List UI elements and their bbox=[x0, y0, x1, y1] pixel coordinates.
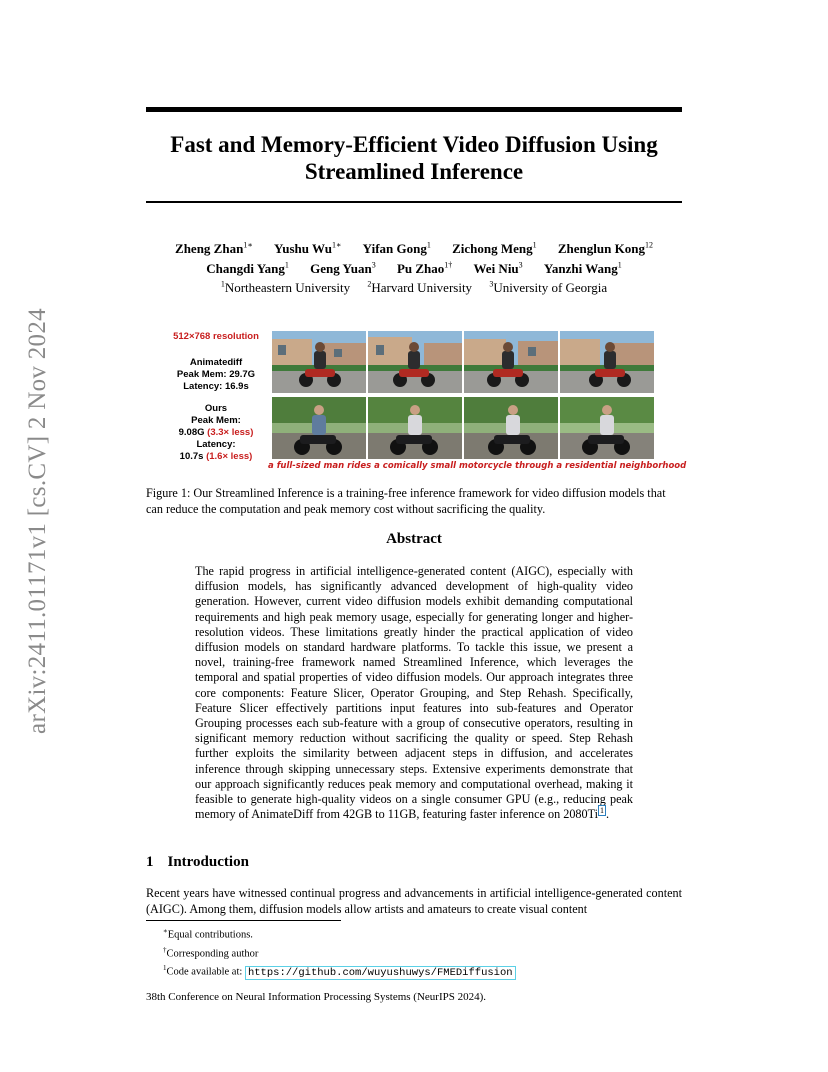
title-rule-top bbox=[146, 107, 682, 112]
authors-line-2 bbox=[146, 257, 682, 276]
baseline-frame-3 bbox=[464, 331, 558, 393]
abstract-heading: Abstract bbox=[386, 531, 442, 547]
author: Zheng Zhan$^{1∗}$ bbox=[175, 241, 253, 257]
baseline-name: Animatediff bbox=[189, 357, 243, 368]
ours-name: Ours bbox=[204, 403, 228, 414]
affiliation: $^2$Harvard University bbox=[367, 279, 473, 295]
section-heading: 1 Introduction bbox=[146, 854, 249, 870]
ours-frame-3 bbox=[464, 397, 558, 459]
baseline-frame-4 bbox=[560, 331, 654, 393]
footnote-link[interactable]: 1 bbox=[600, 806, 605, 816]
author: Zichong Meng$^1$ bbox=[452, 241, 537, 257]
ours-mem-label: Peak Mem: bbox=[191, 415, 241, 426]
author-block bbox=[146, 238, 682, 296]
footnote-corresponding: †Corresponding author bbox=[163, 945, 259, 959]
title-rule-bottom bbox=[146, 201, 682, 203]
arxiv-id[interactable]: arXiv:2411.01171v1 [cs.CV] 2 Nov 2024 bbox=[24, 308, 51, 734]
footnote-code: $^1$Code available at: https://github.com/wuyushuwys/FMEDiffusion bbox=[163, 961, 663, 980]
paper-title bbox=[146, 131, 682, 185]
ours-latency: 10.7s (1.6× less) bbox=[179, 451, 253, 462]
video-frames bbox=[272, 331, 656, 459]
ours-frame-1 bbox=[272, 397, 366, 459]
figure-prompt: a full-sized man rides a comically small motorcycle through a residential neighborhood bbox=[268, 461, 687, 471]
abstract-body: The rapid progress in artificial intelligence-generated content (AIGC), especially with diffusion models, has significantly advanced development of high-quality video generation. However, current video diffusion models exhibit demanding computational requirements and high peak memory usage, especially for generating longer and higher-resolution videos. These limitations greatly hinder the practical application of video diffusion models on standard hardware platforms. To tackle this issue, we present a novel, training-free framework named Streamlined Inference, which leverages the temporal and spatial properties of video diffusion models. Our approach integrates three core components: Feature Slicer, Operator Grouping, and Step Rehash. Specifically, Feature Slicer effectively partitions input features into sub-features and Operator Grouping processes each sub-feature with a group of consecutive operators, resulting in significant memory reduction without sacrificing the quality or speed. Step Rehash further exploits the similarity between adjacent steps in diffusion, and accelerates inference through skipping unnecessary steps. Extensive experiments demonstrate that our approach significantly reduces peak memory and computational overhead, making it feasible to generate high-quality videos on a single consumer GPU (e.g., reducing peak memory of AnimateDiff from 42GB to 11GB, featuring faster inference on 2080Ti $^1$ . bbox=[195, 564, 633, 822]
arxiv-sidebar bbox=[23, 288, 53, 754]
authors-line-1 bbox=[146, 238, 682, 257]
footnote-equal: ∗Equal contributions. bbox=[163, 927, 253, 941]
author: Geng Yuan$^3$ bbox=[310, 260, 376, 276]
ours-frame-4 bbox=[560, 397, 654, 459]
baseline-frame-2 bbox=[368, 331, 462, 393]
author: Yushu $Wu^{1∗}$ bbox=[274, 241, 342, 257]
author: Changdi Yang$^1$ bbox=[206, 260, 289, 276]
baseline-mem: Peak Mem: 29.7G bbox=[176, 369, 256, 380]
baseline-latency: Latency: 16.9s bbox=[183, 381, 249, 392]
resolution-label: 512×768 resolution bbox=[173, 331, 259, 342]
affiliation: $^1$Northeastern University bbox=[220, 279, 351, 295]
author: Yifan Gong$^1$ bbox=[362, 241, 431, 257]
venue-note: 38th Conference on Neural Information Processing Systems (NeurIPS 2024). bbox=[146, 991, 487, 1003]
baseline-frame-1 bbox=[272, 331, 366, 393]
affiliations bbox=[146, 277, 682, 296]
ours-frame-2 bbox=[368, 397, 462, 459]
author: Wei Niu$^3$ bbox=[473, 260, 523, 276]
author: Yanzhi Wang$^1$ bbox=[543, 260, 622, 276]
author: Zhenglun Kong$^{12}$ bbox=[557, 241, 653, 257]
ours-mem: 9.08G (3.3× less) bbox=[178, 427, 254, 438]
affiliation: $^3$University of Georgia bbox=[489, 279, 608, 295]
title-line-1: Fast and Memory-Efficient Video Diffusion Using bbox=[170, 132, 658, 157]
intro-body: Recent years have witnessed continual progress and advancements in artificial intelligence-generated content (AIGC). Among them, diffusion models allow artists and amateurs to create visual content bbox=[146, 886, 682, 916]
author: Pu Zhao$^{1\dagger}$ bbox=[396, 260, 453, 276]
footnote-rule bbox=[146, 920, 341, 921]
code-url-link[interactable]: https://github.com/wuyushuwys/FMEDiffusion bbox=[245, 966, 516, 980]
ours-latency-label: Latency: bbox=[196, 439, 236, 450]
title-line-2: Streamlined Inference bbox=[304, 159, 524, 184]
footnotes bbox=[163, 924, 663, 980]
figure-caption: Figure 1: Our Streamlined Inference is a training-free inference framework for video diffusion models that can reduce the computation and peak memory cost without sacrificing the quality. bbox=[146, 486, 666, 516]
figure-labels bbox=[160, 331, 272, 463]
